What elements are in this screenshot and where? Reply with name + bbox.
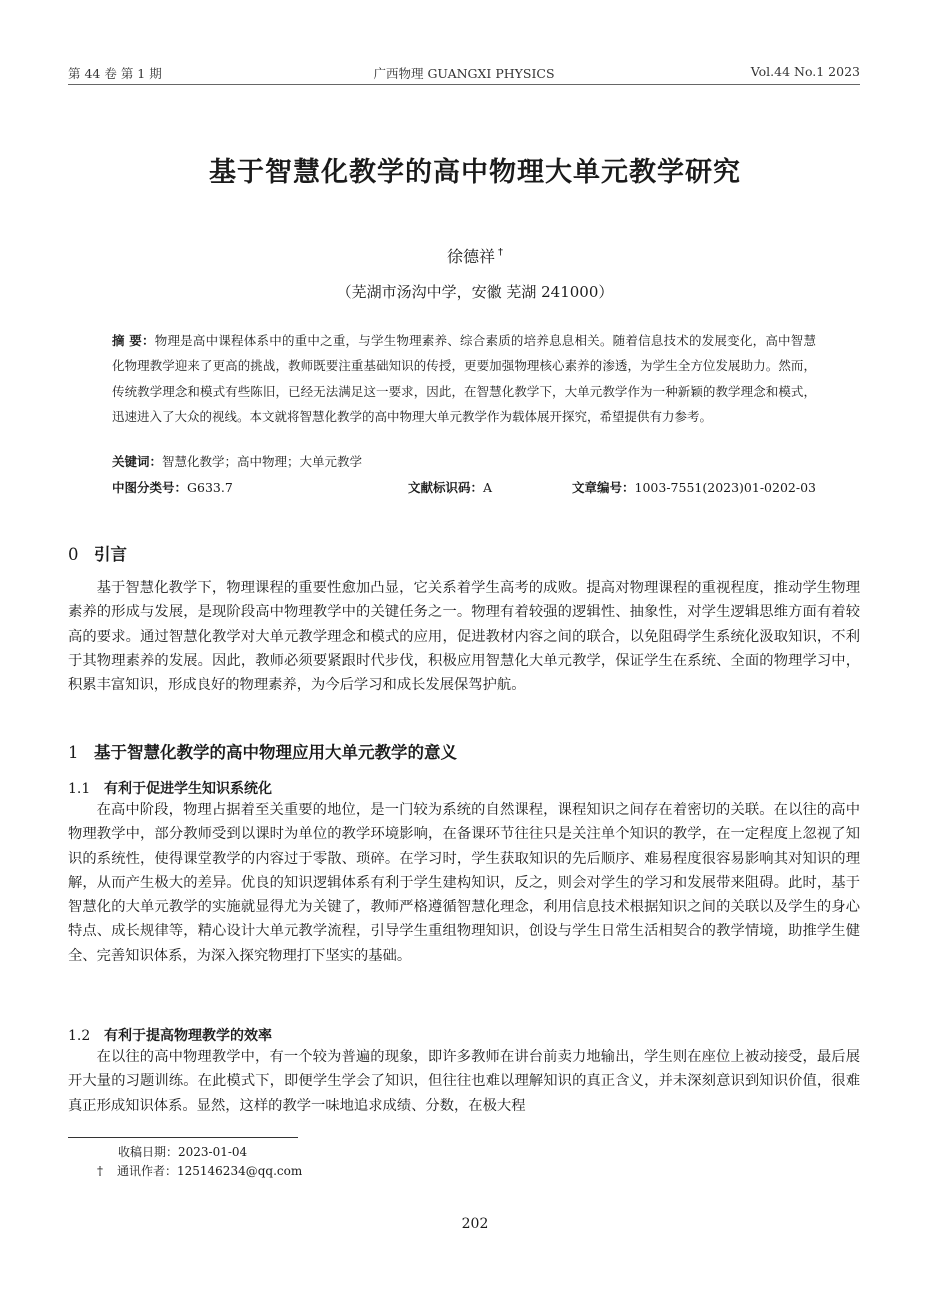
header-rule (68, 84, 860, 85)
clc-label: 中图分类号： (112, 480, 188, 495)
abstract-text: 物理是高中课程体系中的重中之重，与学生物理素养、综合素质的培养息息相关。随着信息技术的发展变化，高中智慧化物理教学迎来了更高的挑战，教师既要注重基础知识的传授，更要加强物理核心素养的渗透，为学生全方位发展助力。然而，传统教学理念和模式有些陈旧，已经无法满足这一要求，因此，在智慧化教学下，大单元教学作为一种新颖的教学理念和模式，迅速进入了大众的视线。本文就将智慧化教学的高中物理大单元教学作为载体展开探究，希望提供有力参考。 (112, 333, 816, 425)
subsection-heading-1-1 (68, 778, 272, 798)
paragraph-intro: 基于智慧化教学下，物理课程的重要性愈加凸显，它关系着学生高考的成败。提高对物理课程的重视程度，推动学生物理素养的形成与发展，是现阶段高中物理教学中的关键任务之一。物理有着较强的逻辑性、抽象性，对学生逻辑思维方面有着较高的要求。通过智慧化教学对大单元教学理念和模式的应用，促进教材内容之间的联合，以免阻碍学生系统化汲取知识，不利于其物理素养的发展。因此，教师必须要紧跟时代步伐，积极应用智慧化大单元教学，保证学生在系统、全面的物理学习中，积累丰富知识，形成良好的物理素养，为今后学习和成长发展保驾护航。 (68, 580, 860, 694)
footnote-contact-text: 通讯作者：125146234@qq.com (117, 1164, 303, 1178)
keywords (112, 452, 362, 470)
subsection-title: 有利于提高物理教学的效率 (104, 1028, 272, 1044)
section-title: 引言 (94, 545, 127, 564)
author (0, 244, 950, 267)
section-heading-1 (68, 739, 457, 763)
article-value: 1003-7551(2023)01-0202-03 (634, 480, 816, 495)
subsection-number: 1.1 (68, 781, 91, 797)
clc-number (112, 478, 233, 496)
header-volume-en: Vol.44 No.1 2023 (750, 64, 860, 79)
abstract (112, 328, 816, 430)
abstract-label: 摘 要： (112, 333, 155, 348)
subsection-heading-1-2 (68, 1025, 272, 1045)
doc-label: 文献标识码： (408, 480, 484, 495)
article-label: 文章编号： (572, 480, 635, 495)
header-volume: 第 44 卷 第 1 期 (68, 66, 162, 81)
article-number (572, 478, 816, 496)
subsection-number: 1.2 (68, 1028, 91, 1044)
author-name: 徐德祥 (446, 247, 495, 266)
author-mark: † (498, 247, 503, 258)
paragraph-1-2: 在以往的高中物理教学中，有一个较为普遍的现象，即许多教师在讲台前卖力地输出，学生则在座位上被动接受，最后展开大量的习题训练。在此模式下，即便学生学会了知识，但往往也难以理解知识的真正含义，并未深刻意识到知识价值，很难真正形成知识体系。显然，这样的教学一味地追求成绩、分数，在极大程 (68, 1049, 860, 1114)
section-number: 1 (68, 743, 79, 762)
keywords-text: 智慧化教学；高中物理；大单元教学 (162, 454, 363, 469)
footnote-contact (97, 1162, 302, 1179)
footnote-mark: † (97, 1164, 103, 1178)
page-number: 202 (461, 1216, 489, 1232)
keywords-label: 关键词： (112, 454, 163, 469)
running-header (68, 64, 860, 86)
section-number: 0 (68, 545, 79, 564)
section-heading-intro (68, 541, 127, 565)
affiliation: （芜湖市汤沟中学，安徽 芜湖 241000） (336, 283, 614, 301)
section-title: 基于智慧化教学的高中物理应用大单元教学的意义 (94, 743, 457, 762)
paper-title: 基于智慧化教学的高中物理大单元教学研究 (209, 157, 741, 188)
footnote-rule (68, 1137, 298, 1138)
subsection-title: 有利于促进学生知识系统化 (104, 781, 272, 797)
doc-value: A (483, 480, 493, 495)
footnote-received: 收稿日期：2023-01-04 (118, 1145, 248, 1159)
clc-value: G633.7 (187, 480, 233, 495)
doc-code (408, 478, 492, 496)
paragraph-1-1: 在高中阶段，物理占据着至关重要的地位，是一门较为系统的自然课程，课程知识之间存在着密切的关联。在以往的高中物理教学中，部分教师受到以课时为单位的教学环境影响，在备课环节往往只是关注单个知识的教学，在一定程度上忽视了知识的系统性，使得课堂教学的内容过于零散、琐碎。在学习时，学生获取知识的先后顺序、难易程度很容易影响其对知识的理解，从而产生极大的差异。优良的知识逻辑体系有利于学生建构知识，反之，则会对学生的学习和发展带来阻碍。此时，基于智慧化的大单元教学的实施就显得尤为关键了，教师严格遵循智慧化理念，利用信息技术根据知识之间的关联以及学生的身心特点、成长规律等，精心设计大单元教学流程，引导学生重组物理知识，创设与学生日常生活相契合的教学情境，助推学生健全、完善知识体系，为深入探究物理打下坚实的基础。 (68, 802, 860, 964)
header-journal: 广西物理 GUANGXI PHYSICS (373, 66, 555, 81)
